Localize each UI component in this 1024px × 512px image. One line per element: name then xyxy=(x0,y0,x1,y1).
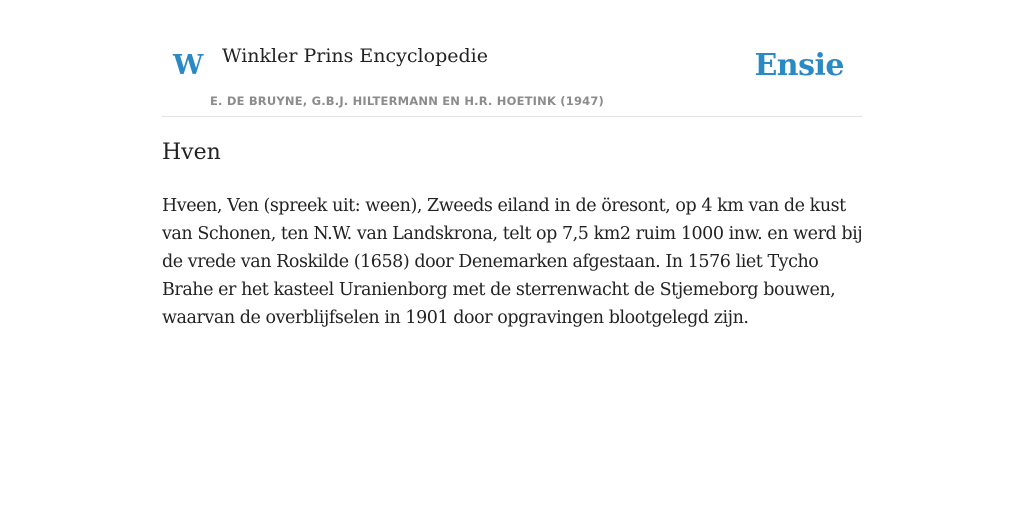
source-header xyxy=(162,0,862,117)
source-authors: E. DE BRUYNE, G.B.J. HILTERMANN EN H.R. HOETINK (1947) xyxy=(210,94,605,108)
article-body: Hveen, Ven (spreek uit: ween), Zweeds eiland in de öresont, op 4 km van de kust van Schonen, ten N.W. van Landskrona, telt op 7,5 km2 ruim 1000 inw. en werd bij de vrede van Roskilde (1658) door Denemarken afgestaan. In 1576 liet Tycho Brahe er het kasteel Uranienborg met de sterrenwacht de Stjemeborg bouwen, waarvan de overblijfselen in 1901 door opgravingen blootgelegd zijn. xyxy=(162,196,863,328)
article-title: Hven xyxy=(162,140,221,165)
source-title[interactable]: Winkler Prins Encyclopedie xyxy=(222,45,488,67)
winkler-prins-logo[interactable]: W xyxy=(173,50,204,81)
ensie-logo[interactable]: Ensie xyxy=(754,48,844,83)
